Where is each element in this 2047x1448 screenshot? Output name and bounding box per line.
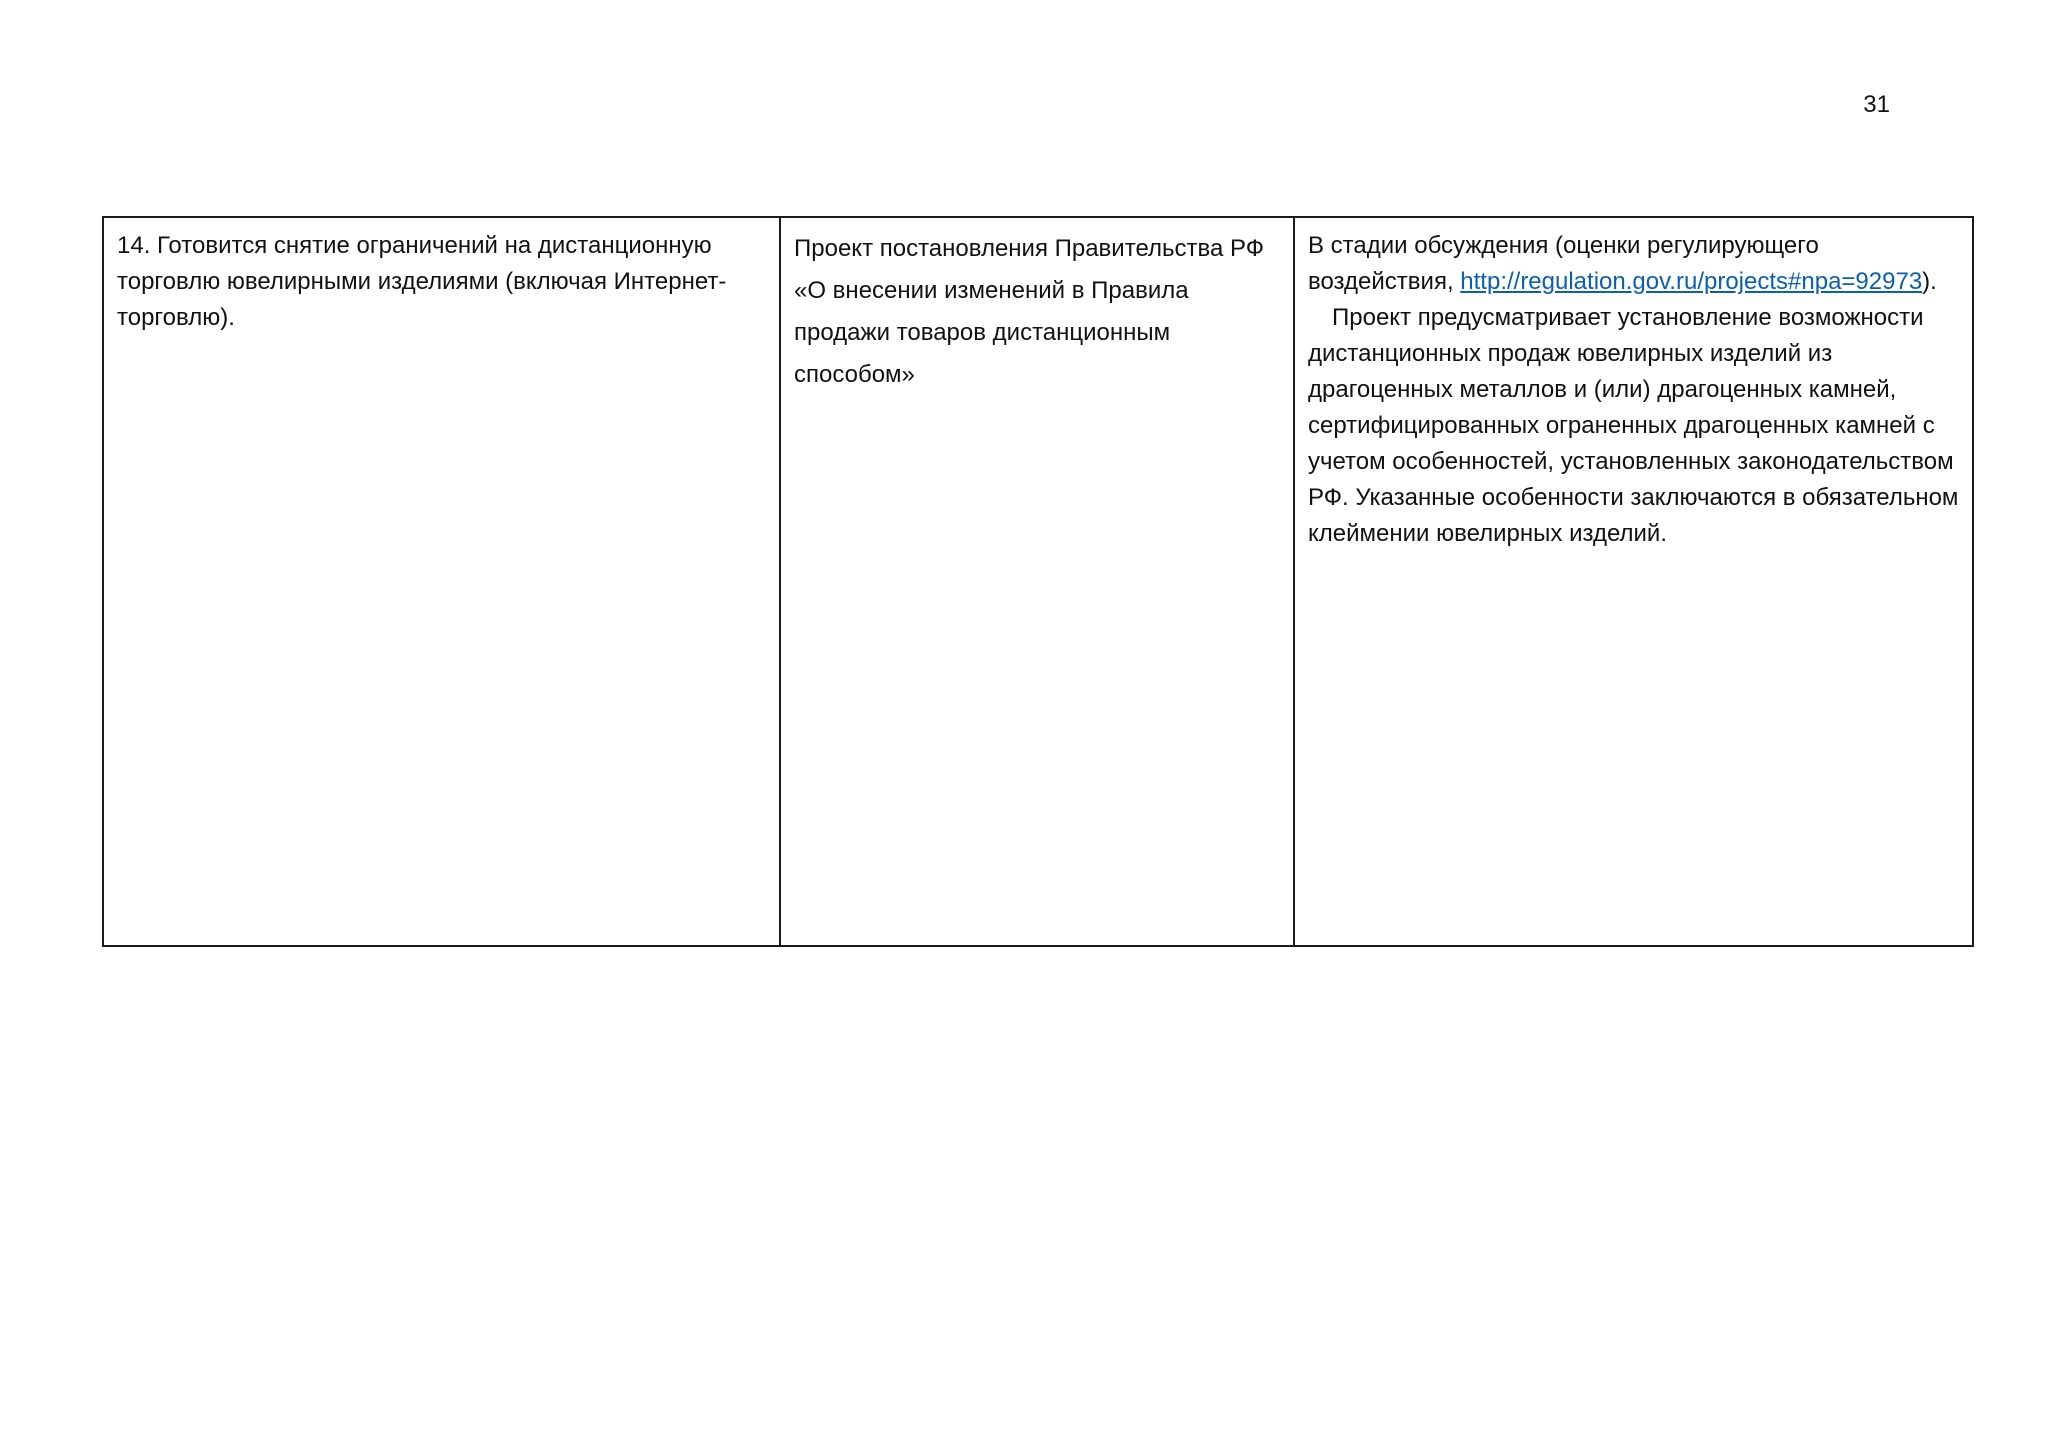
measures-table	[102, 216, 1974, 947]
regulation-link[interactable]: http://regulation.gov.ru/projects#npa=92973	[1460, 268, 1923, 295]
table-row	[103, 217, 1973, 946]
page-number: 31	[1863, 91, 1890, 118]
measure-text: 14. Готовится снятие ограничений на дистанционную торговлю ювелирными изделиями (включая Интернет-торговлю).	[117, 232, 727, 331]
status-cell	[1294, 217, 1973, 946]
measure-cell	[103, 217, 780, 946]
status-paragraph	[1308, 228, 1962, 300]
document-cell	[780, 217, 1294, 946]
status-details: Проект предусматривает установление возможности дистанционных продаж ювелирных изделий из драгоценных металлов и (или) драгоценных камней, сертифицированных ограненных драгоценных камней с учетом особенностей, установленных законодательством РФ. Указанные особенности заключаются в обязательном клеймении ювелирных изделий.	[1308, 304, 1959, 547]
document-text: Проект постановления Правительства РФ «О внесении изменений в Правила продажи товаров дистанционным способом»	[794, 235, 1264, 388]
status-details-paragraph	[1308, 300, 1962, 552]
status-link-suffix: ).	[1922, 268, 1937, 295]
status-prefix: В стадии обсуждения (оценки регулирующего воздействия,	[1308, 232, 1819, 295]
